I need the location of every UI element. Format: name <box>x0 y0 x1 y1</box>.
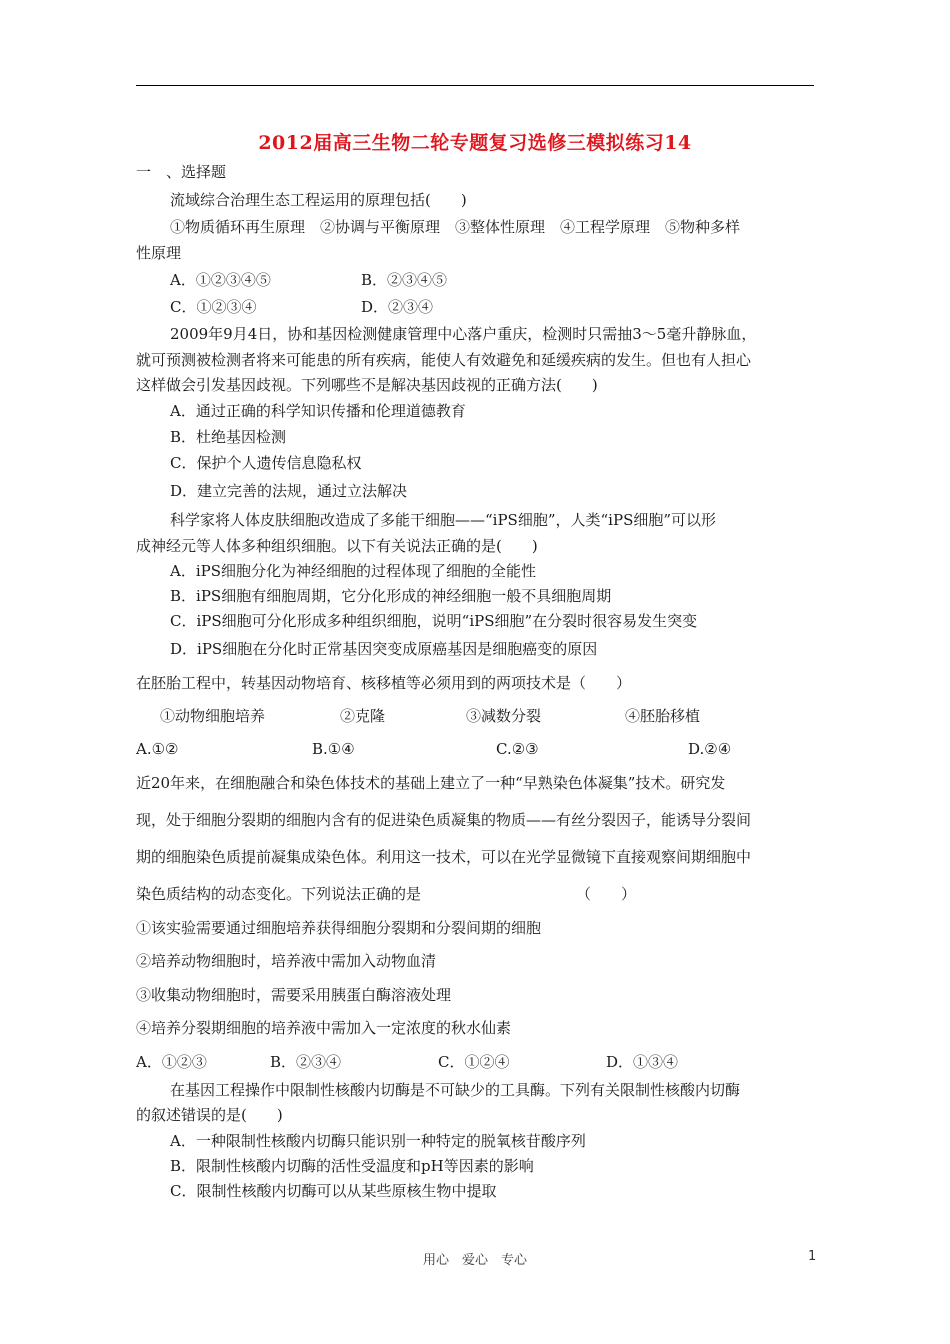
q4-option-d: D.②④ <box>688 740 732 758</box>
q3-option-c: C．iPS细胞可分化形成多种组织细胞，说明“iPS细胞”在分裂时很容易发生突变 <box>170 612 698 630</box>
q5-statement-3: ③收集动物细胞时，需要采用胰蛋白酶溶液处理 <box>136 986 452 1004</box>
q1-stem: 流域综合治理生态工程运用的原理包括( ) <box>170 191 467 209</box>
q5-statement-1: ①该实验需要通过细胞培养获得细胞分裂期和分裂间期的细胞 <box>136 919 542 937</box>
q5-line1: 近20年来，在细胞融合和染色体技术的基础上建立了一种“早熟染色体凝集”技术。研究发 <box>136 774 726 792</box>
q4-option-b: B.①④ <box>312 740 355 758</box>
q1-option-a: A．①②③④⑤ <box>170 271 271 289</box>
q5-line2: 现，处于细胞分裂期的细胞内含有的促进染色质凝集的物质——有丝分裂因子，能诱导分裂间 <box>136 811 752 829</box>
q1-option-b: B．②③④⑤ <box>361 271 448 289</box>
q3-option-a: A．iPS细胞分化为神经细胞的过程体现了细胞的全能性 <box>170 562 537 580</box>
q5-option-d: D．①③④ <box>606 1053 679 1071</box>
section-heading: 一 、选择题 <box>136 163 227 181</box>
q4-item-3: ③减数分裂 <box>466 707 542 725</box>
page-title: 2012届高三生物二轮专题复习选修三模拟练习14 <box>258 132 692 154</box>
header-rule <box>136 85 814 86</box>
q4-option-a: A.①② <box>136 740 179 758</box>
q5-statement-4: ④培养分裂期细胞的培养液中需加入一定浓度的秋水仙素 <box>136 1019 512 1037</box>
q5-answer-paren: （ ） <box>576 885 637 903</box>
q3-line1: 科学家将人体皮肤细胞改造成了多能干细胞——“iPS细胞”，人类“iPS细胞”可以形 <box>170 511 717 529</box>
q1-line1: ①物质循环再生原理 ②协调与平衡原理 ③整体性原理 ④工程学原理 ⑤物种多样 <box>170 218 741 236</box>
q4-stem: 在胚胎工程中，转基因动物培育、核移植等必须用到的两项技术是（ ） <box>136 674 632 692</box>
q5-option-b: B．②③④ <box>270 1053 342 1071</box>
q3-line2: 成神经元等人体多种组织细胞。以下有关说法正确的是( ) <box>136 537 538 555</box>
page-number: 1 <box>808 1249 817 1264</box>
q5-line3: 期的细胞染色质提前凝集成染色体。利用这一技术，可以在光学显微镜下直接观察间期细胞中 <box>136 848 752 866</box>
q2-line3: 这样做会引发基因歧视。下列哪些不是解决基因歧视的正确方法( ) <box>136 376 598 394</box>
q5-option-a: A．①②③ <box>136 1053 207 1071</box>
q6-option-b: B．限制性核酸内切酶的活性受温度和pH等因素的影响 <box>170 1157 534 1175</box>
q5-option-c: C．①②④ <box>438 1053 510 1071</box>
q2-line2: 就可预测被检测者将来可能患的所有疾病，能使人有效避免和延缓疾病的发生。但也有人担心 <box>136 351 752 369</box>
q2-line1: 2009年9月4日，协和基因检测健康管理中心落户重庆，检测时只需抽3～5毫升静脉血， <box>170 325 757 343</box>
q5-line4: 染色质结构的动态变化。下列说法正确的是 <box>136 885 422 903</box>
q1-option-d: D．②③④ <box>361 298 434 316</box>
q6-line1: 在基因工程操作中限制性核酸内切酶是不可缺少的工具酶。下列有关限制性核酸内切酶 <box>170 1081 741 1099</box>
q3-option-d: D．iPS细胞在分化时正常基因突变成原癌基因是细胞癌变的原因 <box>170 640 598 658</box>
q6-option-a: A．一种限制性核酸内切酶只能识别一种特定的脱氧核苷酸序列 <box>170 1132 586 1150</box>
q2-option-a: A．通过正确的科学知识传播和伦理道德教育 <box>170 402 466 420</box>
q3-option-b: B．iPS细胞有细胞周期，它分化形成的神经细胞一般不具细胞周期 <box>170 587 612 605</box>
q1-option-c: C．①②③④ <box>170 298 257 316</box>
page-footer: 用心 爱心 专心 <box>422 1253 527 1268</box>
q6-line2: 的叙述错误的是( ) <box>136 1106 283 1124</box>
q4-item-2: ②克隆 <box>340 707 386 725</box>
q6-option-c: C．限制性核酸内切酶可以从某些原核生物中提取 <box>170 1182 497 1200</box>
q4-item-1: ①动物细胞培养 <box>160 707 266 725</box>
q2-option-c: C．保护个人遗传信息隐私权 <box>170 454 362 472</box>
q1-line2: 性原理 <box>136 244 182 262</box>
q4-item-4: ④胚胎移植 <box>625 707 701 725</box>
q2-option-b: B．杜绝基因检测 <box>170 428 287 446</box>
q4-option-c: C.②③ <box>496 740 539 758</box>
q5-statement-2: ②培养动物细胞时，培养液中需加入动物血清 <box>136 952 437 970</box>
q2-option-d: D．建立完善的法规，通过立法解决 <box>170 482 408 500</box>
